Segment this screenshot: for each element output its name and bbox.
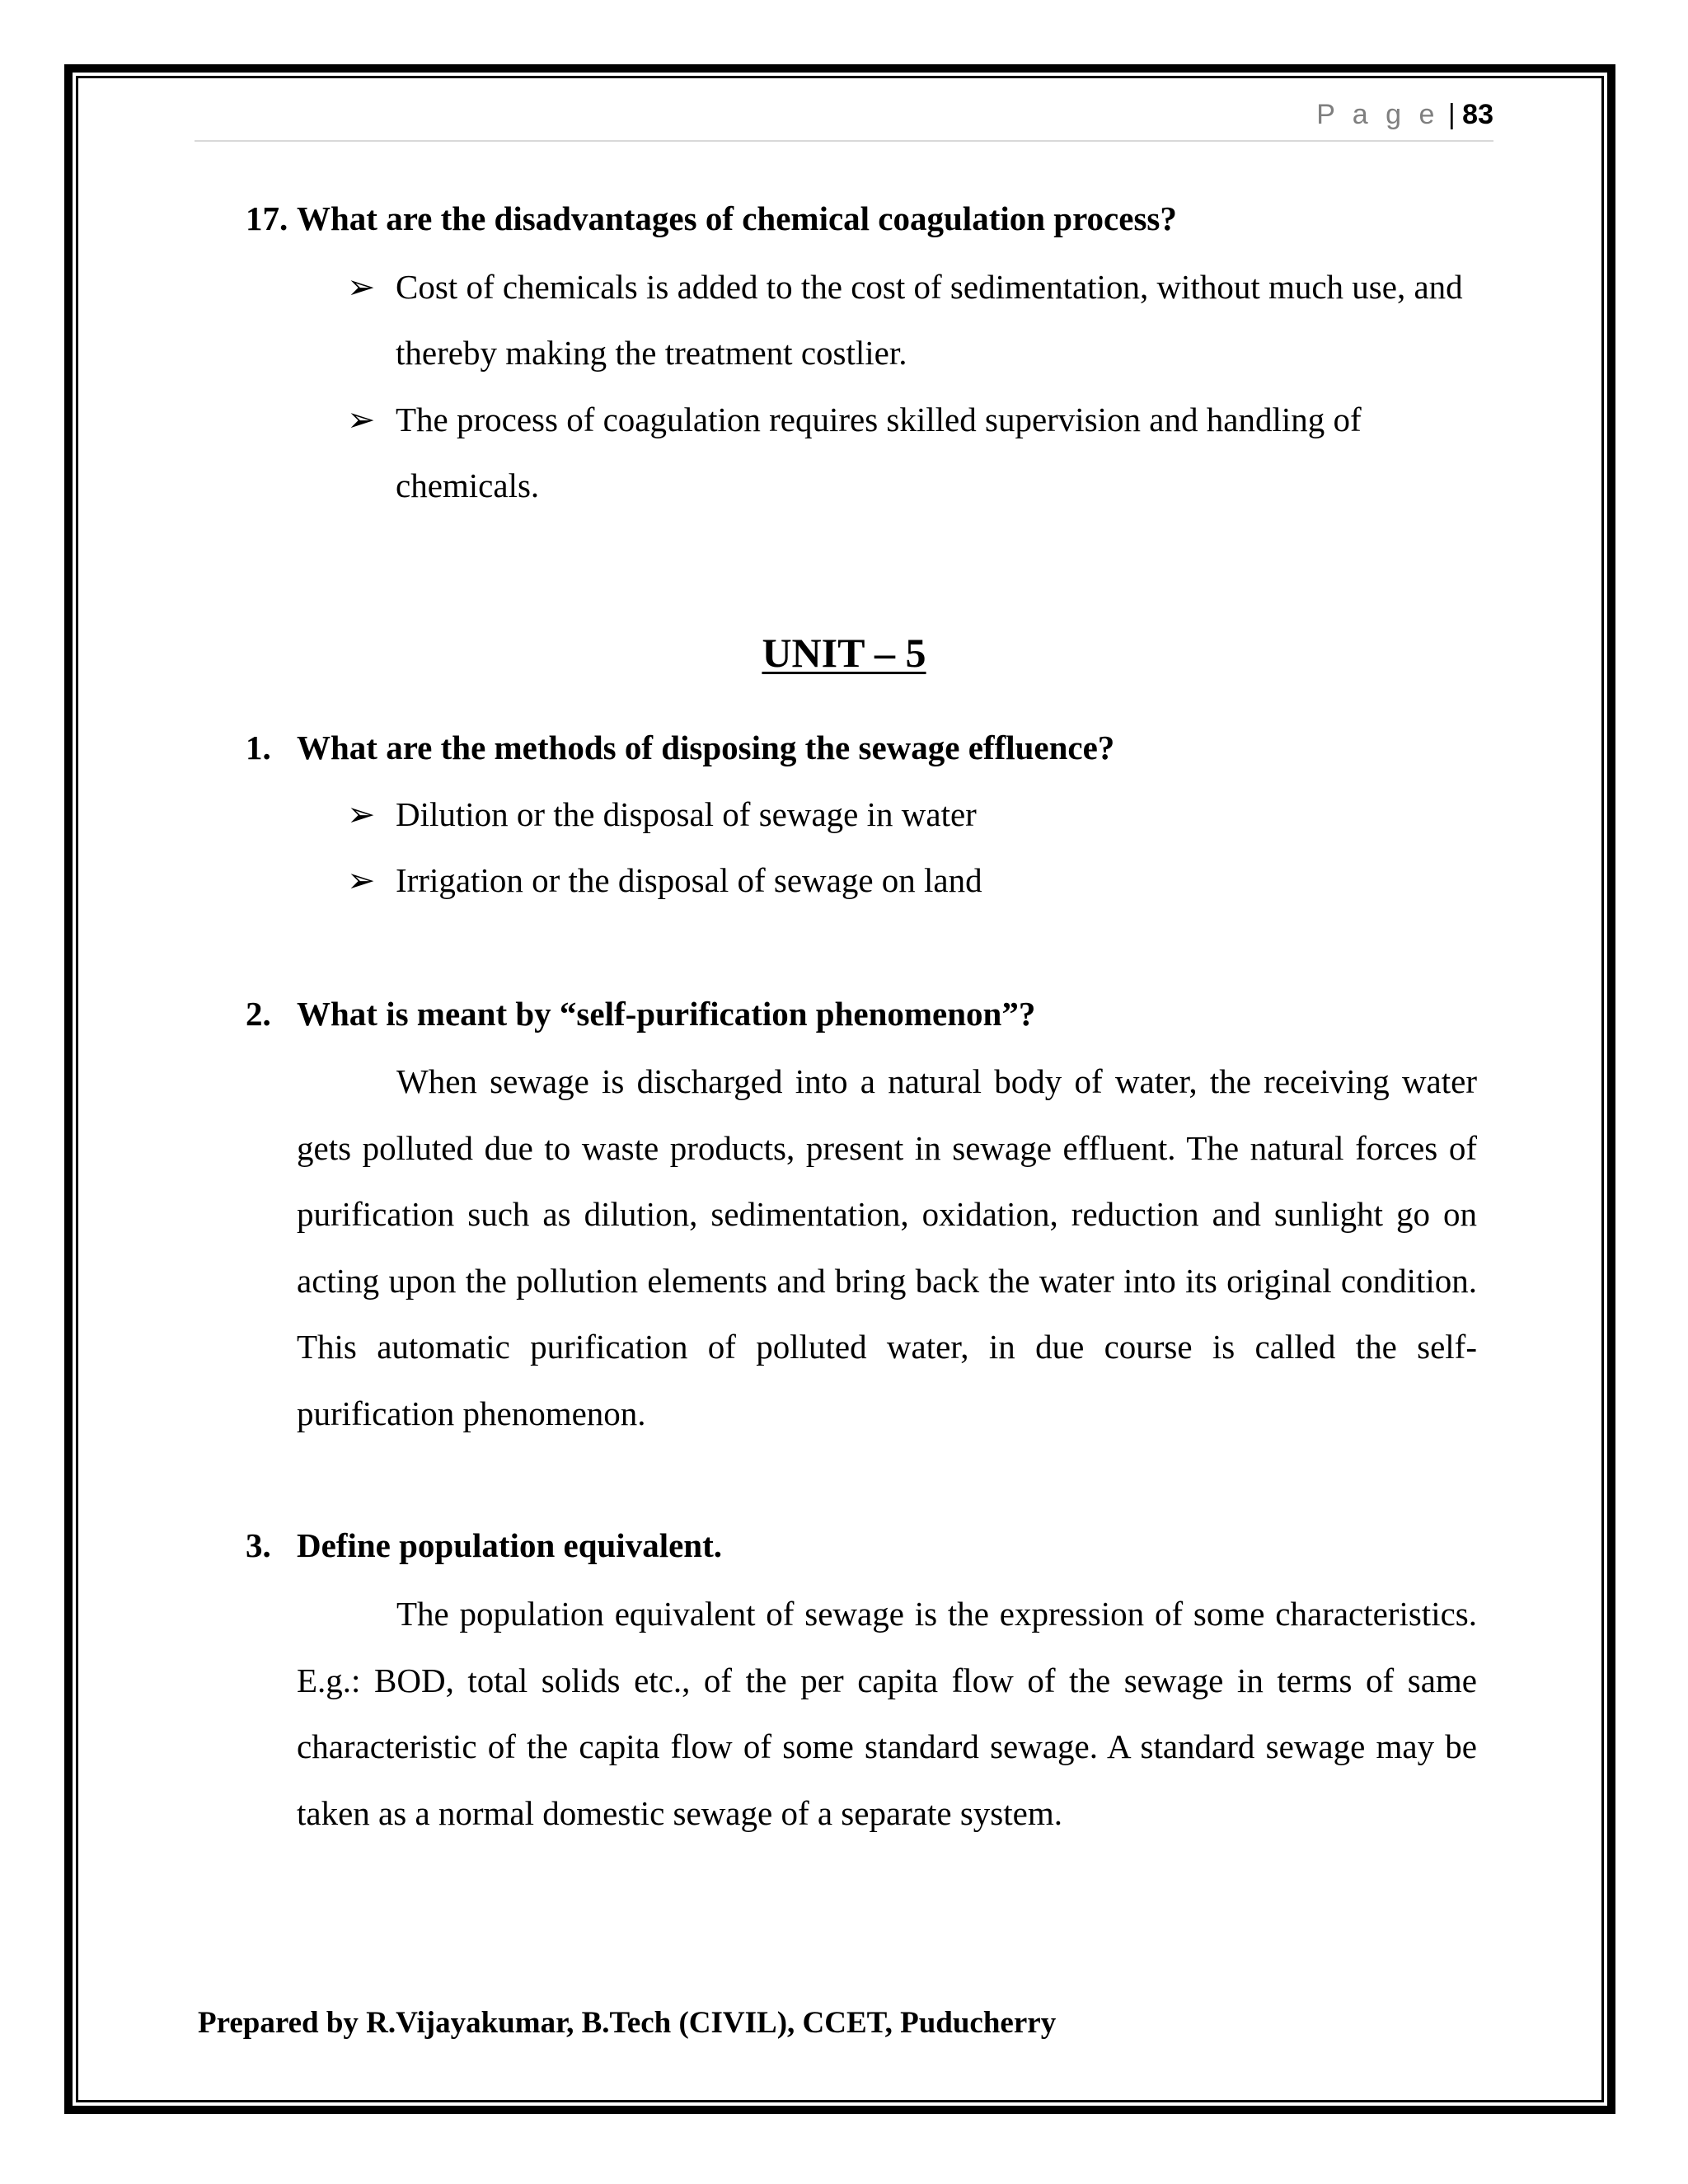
question-text: What are the methods of disposing the sewage effluence? (297, 729, 1115, 766)
question-number: 17. (246, 199, 288, 237)
unit-title (0, 628, 1688, 677)
answer-paragraph: The population equivalent of sewage is the expression of some characteristics. E.g.: BOD, total solids etc., of the per capita flow of the sewage in terms of same characteristic of the capita flow of some standard sewage. A standard sewage may be taken as a normal domestic sewage of a separate system. (297, 1595, 1477, 1832)
question-text: What is meant by “self-purification phenomenon”? (297, 995, 1036, 1033)
question-number: 1. (246, 729, 271, 766)
question-number: 3. (246, 1526, 271, 1564)
page-number: 83 (1462, 99, 1493, 130)
bullet-text: Irrigation or the disposal of sewage on land (396, 861, 982, 899)
unit-title-text: UNIT – 5 (762, 630, 926, 676)
bullet-arrow-icon: ➢ (347, 795, 376, 833)
answer-paragraph: When sewage is discharged into a natural body of water, the receiving water gets polluted due to waste products, present in sewage effluent. The natural forces of purification such as dilution, sedimentation, oxidation, reduction and sunlight go on acting upon the pollution elements and bring back the water into its original condition. This automatic purification of polluted water, in due course is called the self-purification phenomenon. (297, 1062, 1477, 1432)
question-number: 2. (246, 995, 271, 1033)
bullet-text: The process of coagulation requires skilled supervision and handling of chemicals. (396, 401, 1362, 504)
bullet-text: Cost of chemicals is added to the cost of sedimentation, without much use, and thereby making the treatment costlier. (396, 268, 1463, 372)
page-label: P a g e (1316, 99, 1440, 130)
bullet-arrow-icon: ➢ (347, 268, 376, 306)
bullet-text: Dilution or the disposal of sewage in water (396, 795, 977, 833)
page-header (195, 99, 1493, 142)
question-text: What are the disadvantages of chemical coagulation process? (297, 199, 1177, 237)
page-separator: | (1447, 99, 1456, 130)
question-text: Define population equivalent. (297, 1526, 722, 1564)
footer-credit: Prepared by R.Vijayakumar, B.Tech (CIVIL), CCET, Puducherry (198, 2006, 1057, 2040)
bullet-arrow-icon: ➢ (347, 401, 376, 438)
bullet-arrow-icon: ➢ (347, 861, 376, 899)
